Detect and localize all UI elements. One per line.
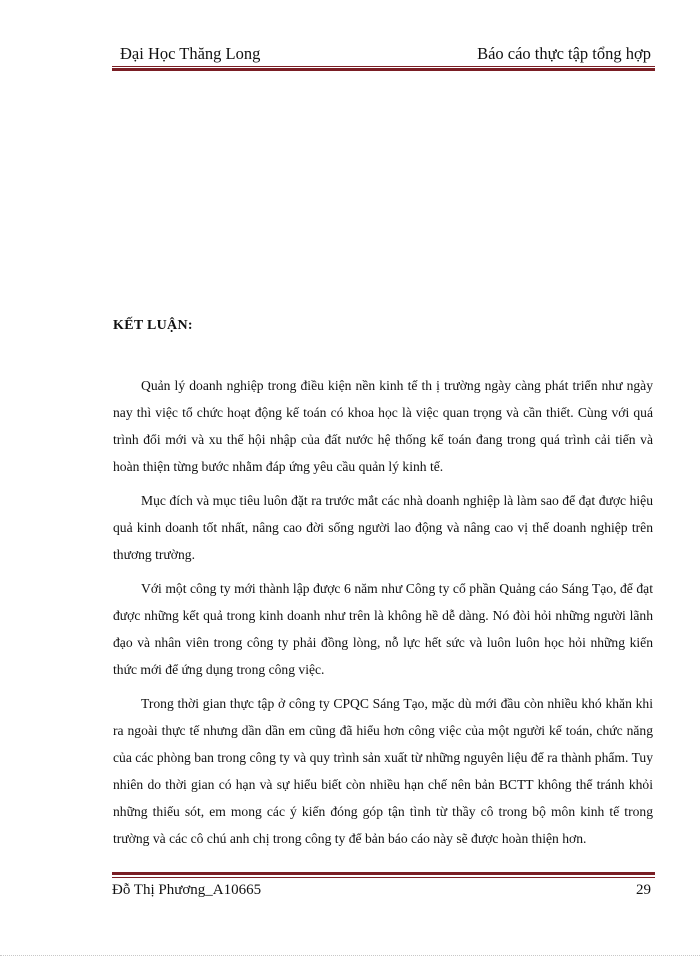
page-footer <box>112 882 655 902</box>
section-title: KẾT LUẬN: <box>113 318 193 333</box>
page-header <box>112 44 655 64</box>
header-rule-thick <box>112 68 655 71</box>
body-text <box>113 372 653 859</box>
paragraph-3: Với một công ty mới thành lập được 6 năm như Công ty cổ phần Quảng cáo Sáng Tạo, để đạt được những kết quả trong kinh doanh như trên là không hề dễ dàng. Nó đòi hỏi những người lãnh đạo và nhân viên trong công ty phải đồng lòng, nỗ lực hết sức và luôn luôn học hỏi những kiến thức mới để ứng dụng trong công việc. <box>113 581 653 677</box>
paragraph-4: Trong thời gian thực tập ở công ty CPQC Sáng Tạo, mặc dù mới đầu còn nhiều khó khăn khi ra ngoài thực tế nhưng dần dần em cũng đã hiểu hơn công việc của một người kế toán, chức năng của các phòng ban trong công ty và quy trình sản xuất từ những nguyên liệu để ra thành phẩm. Tuy nhiên do thời gian có hạn và sự hiểu biết còn nhiều hạn chế nên bản BCTT không thể tránh khỏi những thiếu sót, em mong các ý kiến đóng góp tận tình từ thầy cô trong bộ môn kinh tế trong trường và các cô chú anh chị trong công ty để bản báo cáo này sẽ được hoàn thiện hơn. <box>113 696 653 846</box>
header-rule-thin <box>112 66 655 67</box>
header-university: Đại Học Thăng Long <box>120 44 261 63</box>
footer-rule-thick <box>112 872 655 875</box>
footer-rule-thin <box>112 877 655 878</box>
page-number: 29 <box>636 882 651 898</box>
header-report-title: Báo cáo thực tập tổng hợp <box>477 44 651 63</box>
page-edge-divider <box>0 955 700 956</box>
paragraph-1: Quản lý doanh nghiệp trong điều kiện nền kinh tế th ị trường ngày càng phát triển như ngày nay thì việc tổ chức hoạt động kế toán có khoa học là việc quan trọng và cần thiết. Cùng với quá trình đổi mới và xu thế hội nhập của đất nước hệ thống kế toán đang trong quá trình cải tiến và hoàn thiện từng bước nhằm đáp ứng yêu cầu quản lý kinh tế. <box>113 378 653 474</box>
paragraph-2: Mục đích và mục tiêu luôn đặt ra trước mắt các nhà doanh nghiệp là làm sao để đạt được hiệu quả kinh doanh tốt nhất, nâng cao đời sống người lao động và nâng cao vị thế doanh nghiệp trên thương trường. <box>113 493 653 562</box>
footer-author: Đỗ Thị Phương_A10665 <box>112 882 262 898</box>
